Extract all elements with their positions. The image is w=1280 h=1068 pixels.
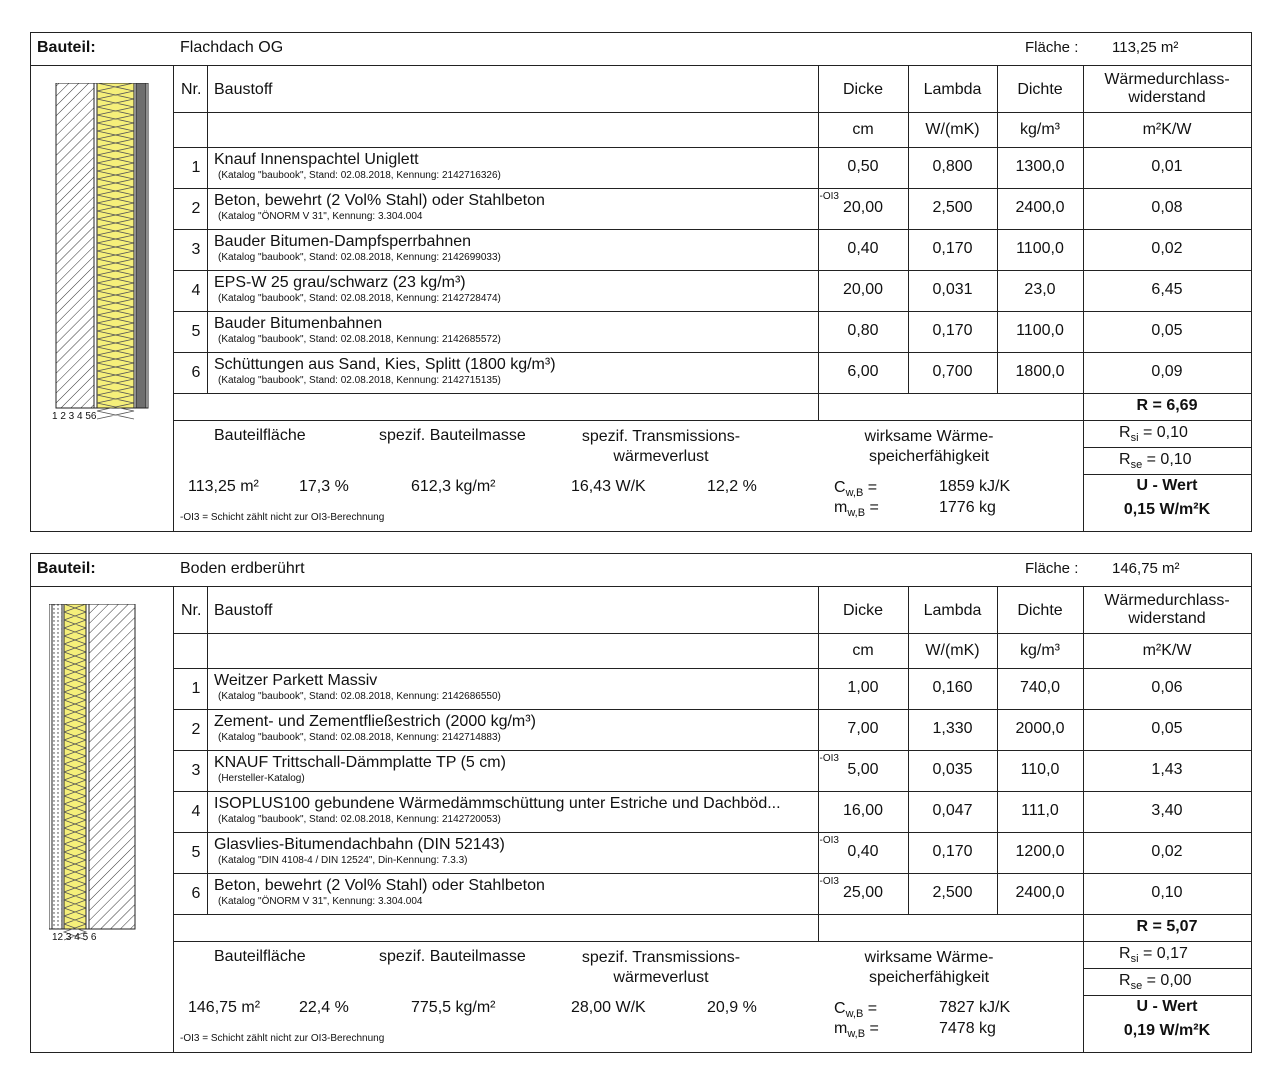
element-name: Flachdach OG xyxy=(180,39,284,56)
row-nr: 4 xyxy=(191,803,201,820)
summary-area-pct: 22,4 % xyxy=(299,999,349,1016)
col-resistance: Wärmedurchlass- widerstand xyxy=(1104,592,1230,627)
area-value: 146,75 m² xyxy=(1112,560,1180,577)
col-dicke: Dicke xyxy=(842,81,883,98)
cell-dichte: 2000,0 xyxy=(1015,720,1065,737)
material-source: (Katalog "ÖNORM V 31", Kennung: 3.304.004 xyxy=(218,896,423,907)
material-name: Weitzer Parkett Massiv xyxy=(214,672,378,689)
cell-dichte: 23,0 xyxy=(1024,281,1056,298)
r-total: R = 5,07 xyxy=(1136,918,1198,935)
cell-r: 3,40 xyxy=(1151,802,1183,819)
cell-r: 0,05 xyxy=(1151,322,1183,339)
bauteil-label: Bauteil: xyxy=(37,560,96,577)
cell-dicke: 0,50 xyxy=(847,158,879,175)
cell-r: 1,43 xyxy=(1151,761,1183,778)
rse: $R_{se} = 0,00$ xyxy=(1119,972,1192,993)
oi3-flag: -OI3 xyxy=(819,876,839,887)
row-nr: 3 xyxy=(191,241,201,258)
cell-dichte: 1100,0 xyxy=(1016,240,1064,257)
summary-storage-label: wirksame Wärme- speicherfähigkeit xyxy=(864,949,994,986)
cell-r: 0,09 xyxy=(1151,363,1183,380)
material-source: (Katalog "baubook", Stand: 02.08.2018, Kennung: 2142715135) xyxy=(218,375,501,386)
mwb-value: 7478 kg xyxy=(939,1020,996,1037)
material-source: (Katalog "baubook", Stand: 02.08.2018, Kennung: 2142686550) xyxy=(218,691,501,702)
cell-dicke: 20,00 xyxy=(842,281,884,298)
cell-dicke: 25,00 xyxy=(842,884,884,901)
cell-dicke: 20,00 xyxy=(842,199,884,216)
oi3-note: -OI3 = Schicht zählt nicht zur OI3-Berechnung xyxy=(180,512,385,523)
cell-r: 0,02 xyxy=(1151,843,1183,860)
material-row xyxy=(191,147,844,188)
col-nr: Nr. xyxy=(181,81,202,98)
material-name: Bauder Bitumenbahnen xyxy=(214,315,383,332)
oi3-flag: -OI3 xyxy=(819,835,839,846)
unit-resistance: m²K/W xyxy=(1142,121,1192,138)
mwb-value: 1776 kg xyxy=(939,499,996,516)
material-name: Beton, bewehrt (2 Vol% Stahl) oder Stahlbeton xyxy=(214,192,545,209)
cell-dicke: 0,40 xyxy=(847,240,879,257)
row-nr: 4 xyxy=(191,282,201,299)
cwb-label: $C_{w,B}$ = xyxy=(834,479,878,500)
area-value: 113,25 m² xyxy=(1112,39,1179,56)
col-resistance: Wärmedurchlass- widerstand xyxy=(1104,71,1230,106)
material-name: Zement- und Zementfließestrich (2000 kg/m³) xyxy=(214,713,536,730)
col-dicke: Dicke xyxy=(842,602,883,619)
cell-dicke: 5,00 xyxy=(847,761,879,778)
cell-dichte: 2400,0 xyxy=(1015,884,1065,901)
summary-trans-pct: 20,9 % xyxy=(707,999,757,1016)
cell-dichte: 1800,0 xyxy=(1015,363,1065,380)
cell-lambda: 2,500 xyxy=(932,884,973,901)
material-source: (Hersteller-Katalog) xyxy=(218,773,305,784)
layer-cross-section xyxy=(49,604,149,949)
material-row xyxy=(191,352,844,393)
col-lambda: Lambda xyxy=(923,81,982,98)
summary-mass: 612,3 kg/m² xyxy=(411,478,496,495)
summary-area-label: Bauteilfläche xyxy=(214,427,306,444)
summary-area-label: Bauteilfläche xyxy=(214,948,306,965)
cell-r: 0,05 xyxy=(1151,720,1183,737)
unit-resistance: m²K/W xyxy=(1142,642,1192,659)
cell-r: 0,08 xyxy=(1151,199,1183,216)
summary-area: 146,75 m² xyxy=(188,999,261,1016)
material-source: (Katalog "baubook", Stand: 02.08.2018, Kennung: 2142720053) xyxy=(218,814,501,825)
material-name: KNAUF Trittschall-Dämmplatte TP (5 cm) xyxy=(214,754,506,771)
cell-r: 0,02 xyxy=(1151,240,1183,257)
cell-r: 6,45 xyxy=(1151,281,1183,298)
layer-hatch xyxy=(56,83,94,408)
material-name: EPS-W 25 grau/schwarz (23 kg/m³) xyxy=(214,274,466,291)
bauteil-label: Bauteil: xyxy=(37,39,96,56)
cell-dicke: 16,00 xyxy=(842,802,884,819)
col-lambda: Lambda xyxy=(923,602,982,619)
cell-lambda: 0,170 xyxy=(932,322,973,339)
cell-lambda: 2,500 xyxy=(932,199,973,216)
cell-lambda: 0,047 xyxy=(932,802,973,819)
cell-dichte: 2400,0 xyxy=(1015,199,1065,216)
layer-numbers: 12 3 4 5 6 xyxy=(52,932,97,943)
material-name: ISOPLUS100 gebundene Wärmedämmschüttung unter Estriche und Dachböd... xyxy=(214,795,781,812)
layer-thin xyxy=(146,83,148,408)
summary-trans-pct: 12,2 % xyxy=(707,478,757,495)
cell-lambda: 0,160 xyxy=(932,679,973,696)
unit-lambda: W/(mK) xyxy=(925,121,980,138)
material-row xyxy=(191,188,844,229)
cell-r: 0,10 xyxy=(1151,884,1183,901)
u-value: 0,19 W/m²K xyxy=(1123,1022,1211,1039)
cell-dichte: 1200,0 xyxy=(1015,843,1065,860)
summary-trans-label: spezif. Transmissions- wärmeverlust xyxy=(581,428,741,465)
material-row xyxy=(191,311,844,352)
row-nr: 2 xyxy=(191,200,201,217)
area-label: Fläche : xyxy=(1025,560,1079,577)
material-row xyxy=(191,709,844,750)
cell-lambda: 0,031 xyxy=(932,281,973,298)
cell-dicke: 7,00 xyxy=(847,720,879,737)
element-name: Boden erdberührt xyxy=(180,560,305,577)
material-row xyxy=(191,750,844,791)
summary-trans: 16,43 W/K xyxy=(571,478,646,495)
material-source: (Katalog "DIN 4108-4 / DIN 12524", Din-Kennung: 7.3.3) xyxy=(218,855,468,866)
oi3-note: -OI3 = Schicht zählt nicht zur OI3-Berechnung xyxy=(180,1033,385,1044)
material-source: (Katalog "baubook", Stand: 02.08.2018, Kennung: 2142699033) xyxy=(218,252,501,263)
col-baustoff: Baustoff xyxy=(214,602,273,619)
summary-mass: 775,5 kg/m² xyxy=(411,999,496,1016)
cell-r: 0,01 xyxy=(1151,158,1183,175)
material-row xyxy=(191,270,844,311)
cell-dichte: 1300,0 xyxy=(1015,158,1065,175)
row-nr: 2 xyxy=(191,721,201,738)
area-label: Fläche : xyxy=(1025,39,1079,56)
cell-lambda: 0,035 xyxy=(932,761,973,778)
u-label: U - Wert xyxy=(1136,477,1198,494)
cell-dicke: 6,00 xyxy=(847,363,879,380)
material-source: (Katalog "ÖNORM V 31", Kennung: 3.304.004 xyxy=(218,211,423,222)
unit-lambda: W/(mK) xyxy=(925,642,980,659)
col-dichte: Dichte xyxy=(1017,81,1063,98)
summary-area: 113,25 m² xyxy=(188,478,259,495)
mwb-label: $m_{w,B}$ = xyxy=(834,1020,879,1041)
material-row xyxy=(191,832,844,873)
rse: $R_{se} = 0,10$ xyxy=(1119,451,1192,472)
col-nr: Nr. xyxy=(181,602,202,619)
cell-lambda: 1,330 xyxy=(932,720,973,737)
unit-dicke: cm xyxy=(852,642,874,659)
material-name: Beton, bewehrt (2 Vol% Stahl) oder Stahlbeton xyxy=(214,877,545,894)
material-source: (Katalog "baubook", Stand: 02.08.2018, Kennung: 2142716326) xyxy=(218,170,501,181)
cell-dichte: 110,0 xyxy=(1020,761,1060,778)
summary-storage-label: wirksame Wärme- speicherfähigkeit xyxy=(864,428,994,465)
cell-dichte: 1100,0 xyxy=(1016,322,1064,339)
material-source: (Katalog "baubook", Stand: 02.08.2018, Kennung: 2142728474) xyxy=(218,293,501,304)
cell-lambda: 0,170 xyxy=(932,843,973,860)
material-source: (Katalog "baubook", Stand: 02.08.2018, Kennung: 2142714883) xyxy=(218,732,501,743)
row-nr: 1 xyxy=(191,680,201,697)
cell-lambda: 0,170 xyxy=(932,240,973,257)
layer-cross-section xyxy=(49,83,149,428)
material-name: Glasvlies-Bitumendachbahn (DIN 52143) xyxy=(214,836,505,853)
cell-dicke: 0,80 xyxy=(847,322,879,339)
material-row xyxy=(191,873,844,914)
material-source: (Katalog "baubook", Stand: 02.08.2018, Kennung: 2142685572) xyxy=(218,334,501,345)
material-row xyxy=(191,229,844,270)
oi3-flag: -OI3 xyxy=(819,753,839,764)
row-nr: 6 xyxy=(191,364,201,381)
row-nr: 5 xyxy=(191,323,201,340)
row-nr: 3 xyxy=(191,762,201,779)
rsi: $R_{si} = 0,10$ xyxy=(1119,424,1188,445)
cwb-value: 1859 kJ/K xyxy=(939,478,1011,495)
material-row xyxy=(191,668,844,709)
oi3-flag: -OI3 xyxy=(819,191,839,202)
layer-dots xyxy=(52,604,62,929)
material-name: Bauder Bitumen-Dampfsperrbahnen xyxy=(214,233,472,250)
summary-mass-label: spezif. Bauteilmasse xyxy=(379,427,526,444)
cell-lambda: 0,800 xyxy=(932,158,973,175)
u-value: 0,15 W/m²K xyxy=(1123,501,1211,518)
building-element-panel xyxy=(30,553,1252,1053)
layer-hatch xyxy=(89,604,135,929)
material-name: Knauf Innenspachtel Uniglett xyxy=(214,151,419,168)
material-name: Schüttungen aus Sand, Kies, Splitt (1800 kg/m³) xyxy=(214,356,556,373)
building-element-panel xyxy=(30,32,1252,532)
summary-trans-label: spezif. Transmissions- wärmeverlust xyxy=(581,949,741,986)
row-nr: 5 xyxy=(191,844,201,861)
unit-dichte: kg/m³ xyxy=(1020,121,1060,138)
unit-dicke: cm xyxy=(852,121,874,138)
row-nr: 1 xyxy=(191,159,201,176)
material-row xyxy=(191,791,844,832)
r-total: R = 6,69 xyxy=(1136,397,1198,414)
col-baustoff: Baustoff xyxy=(214,81,273,98)
cell-dicke: 1,00 xyxy=(847,679,879,696)
cell-r: 0,06 xyxy=(1151,679,1183,696)
col-dichte: Dichte xyxy=(1017,602,1063,619)
cwb-label: $C_{w,B}$ = xyxy=(834,1000,878,1021)
cell-dichte: 111,0 xyxy=(1021,802,1059,819)
mwb-label: $m_{w,B}$ = xyxy=(834,499,879,520)
rsi: $R_{si} = 0,17$ xyxy=(1119,945,1188,966)
unit-dichte: kg/m³ xyxy=(1020,642,1060,659)
layer-numbers: 1 2 3 4 56 xyxy=(52,411,97,422)
layer-dark xyxy=(136,83,146,408)
summary-area-pct: 17,3 % xyxy=(299,478,349,495)
u-label: U - Wert xyxy=(1136,998,1198,1015)
cell-dicke: 0,40 xyxy=(847,843,879,860)
summary-trans: 28,00 W/K xyxy=(571,999,646,1016)
cell-lambda: 0,700 xyxy=(932,363,973,380)
summary-mass-label: spezif. Bauteilmasse xyxy=(379,948,526,965)
cwb-value: 7827 kJ/K xyxy=(939,999,1011,1016)
row-nr: 6 xyxy=(191,885,201,902)
cell-dichte: 740,0 xyxy=(1019,679,1061,696)
